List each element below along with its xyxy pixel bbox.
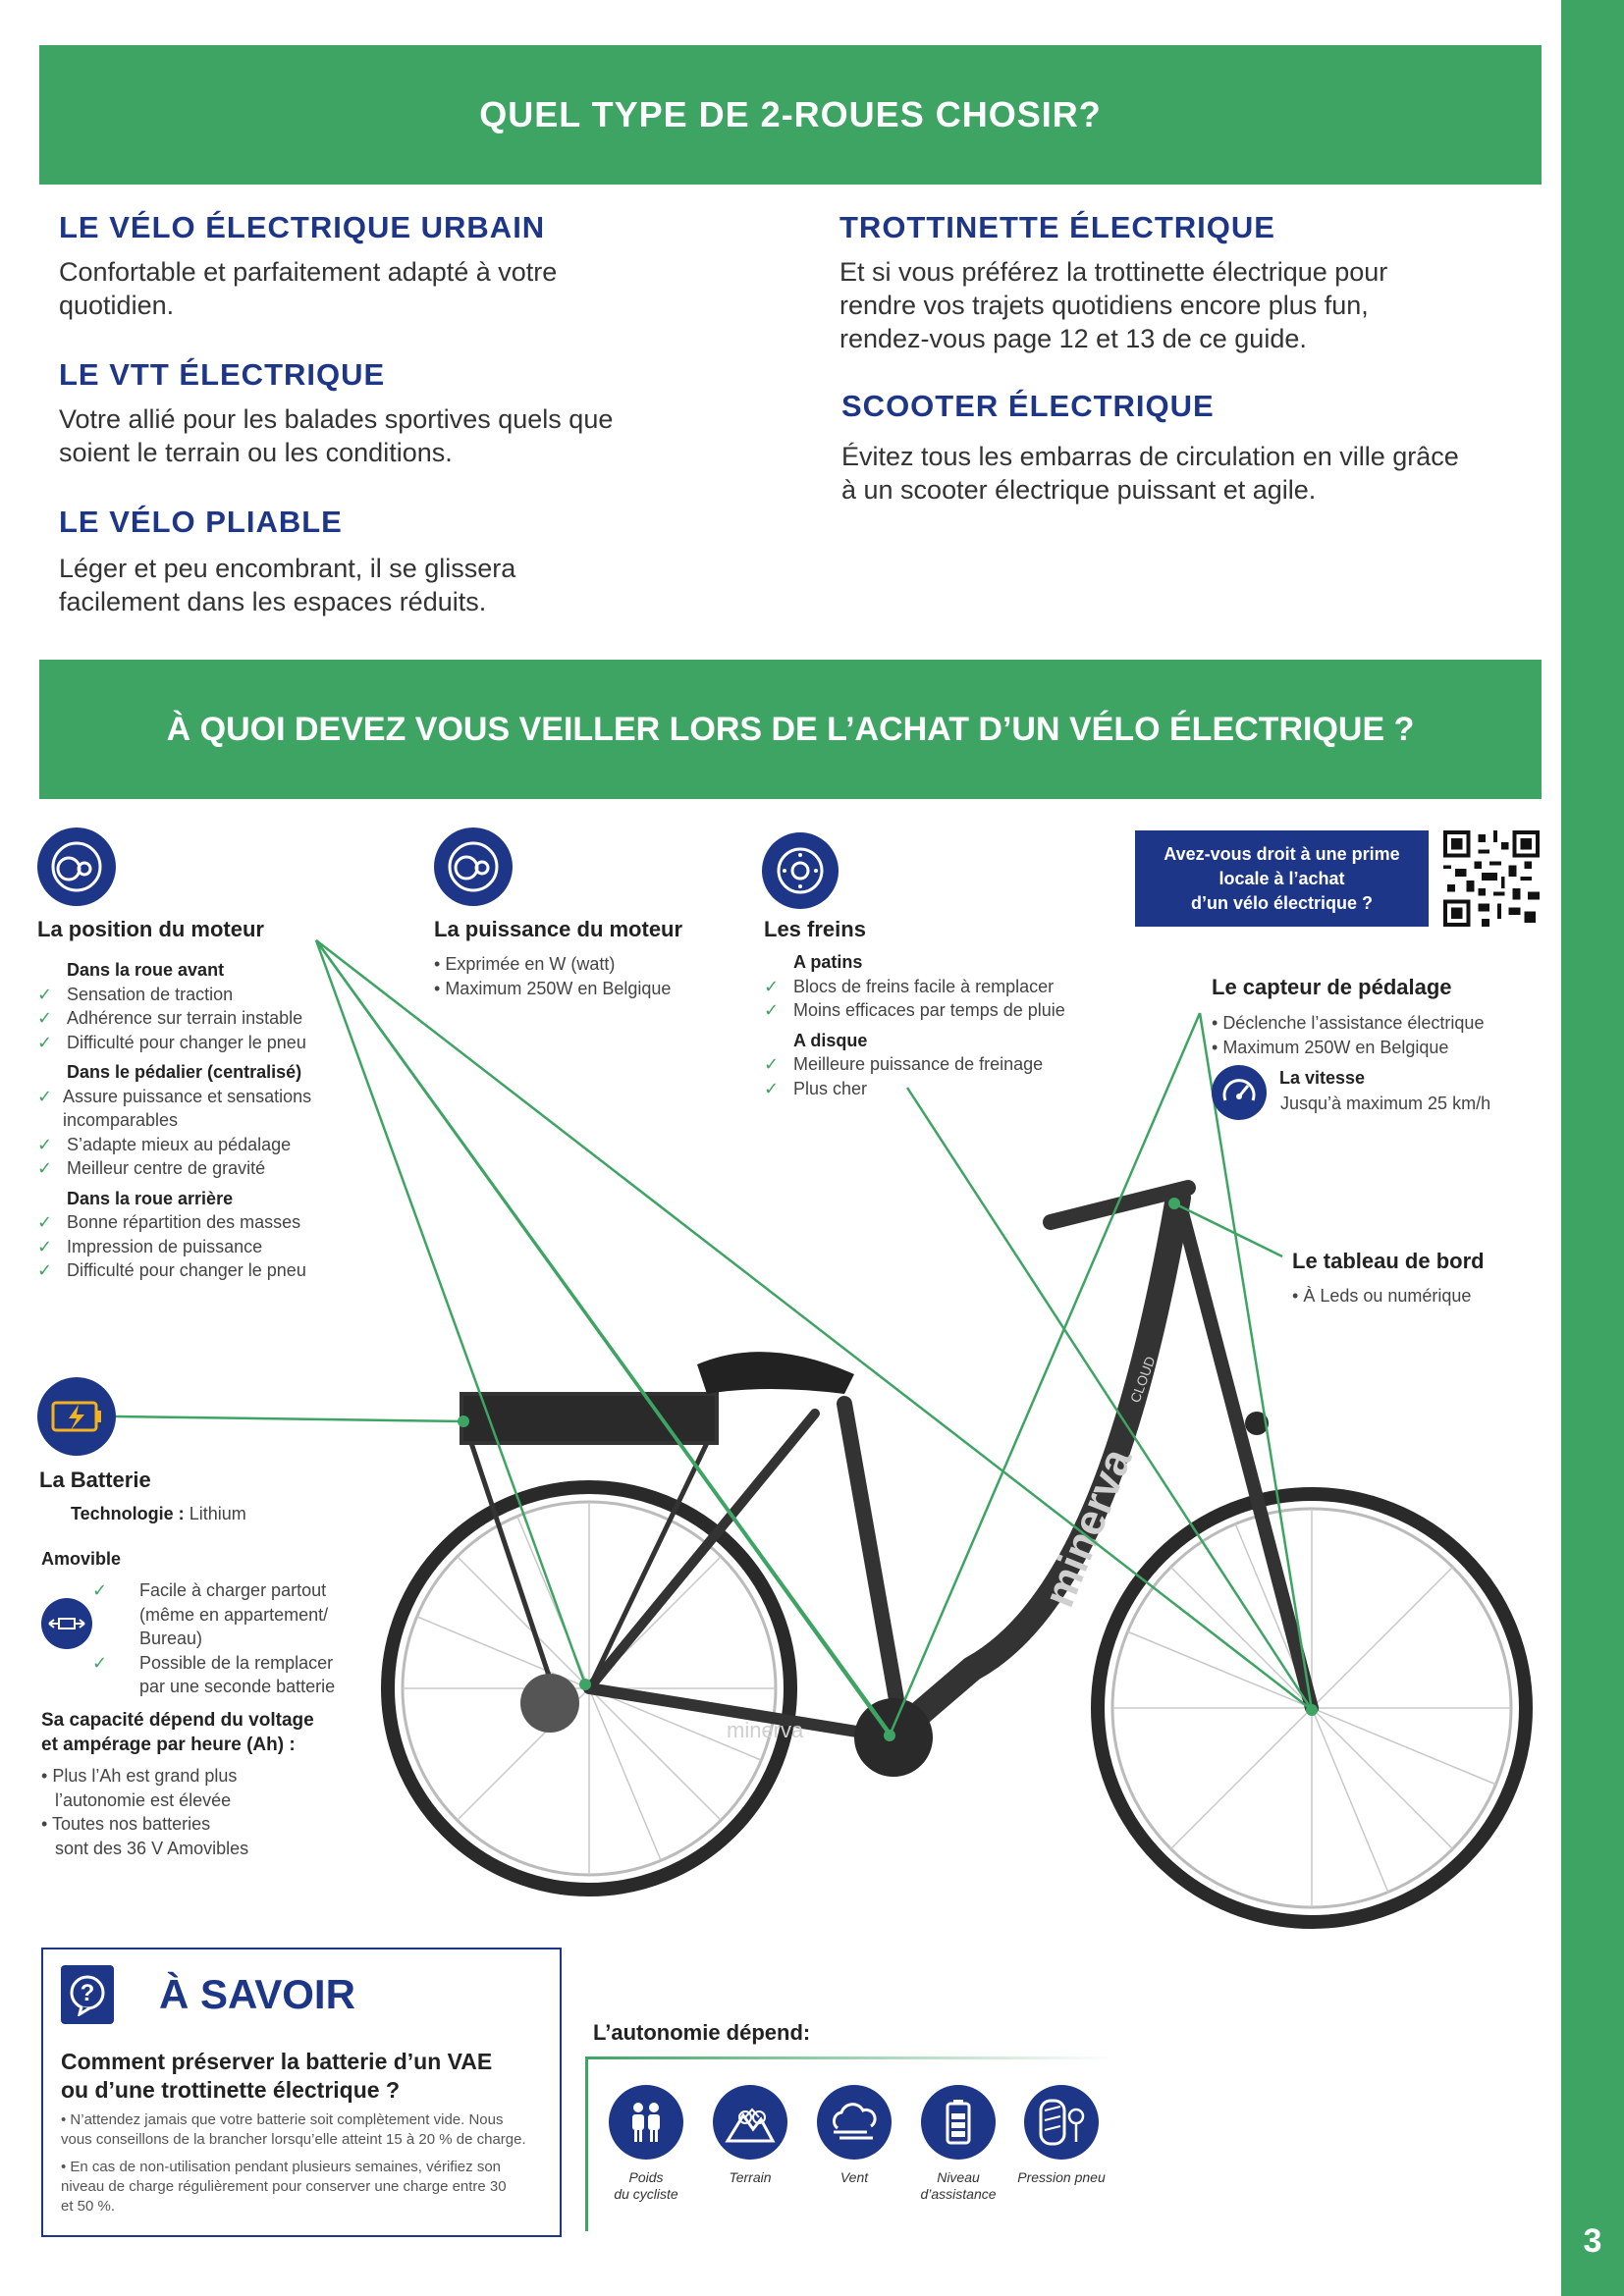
brakes-list (764, 950, 1117, 1100)
battery-icon (37, 1377, 116, 1456)
section-banner-types: QUEL TYPE DE 2-ROUES CHOSIR? (39, 45, 1542, 185)
bullet-item: • À Leds ou numérique (1292, 1286, 1472, 1306)
motor-power-list (434, 952, 671, 1000)
section-banner-achat: À QUOI DEVEZ VOUS VEILLER LORS DE L’ACHAT D’UN VÉLO ÉLECTRIQUE ? (39, 660, 1542, 799)
speedometer-icon (1212, 1065, 1267, 1120)
autonomy-label-terrain: Terrain (729, 2169, 772, 2185)
bike-brand-label: minerva (1034, 1441, 1142, 1614)
bike-brand-label-2: minerva (727, 1718, 804, 1742)
motor-position-title: La position du moteur (37, 917, 264, 941)
dashboard-title: Le tableau de bord (1292, 1249, 1485, 1273)
bike-cassette (520, 1674, 579, 1733)
text-line: Léger et peu encombrant, il se glissera (59, 554, 516, 583)
text-line: Sa capacité dépend du voltage (41, 1710, 314, 1731)
motor-power-icon (434, 828, 513, 906)
text-line: rendez-vous page 12 et 13 de ce guide. (839, 324, 1307, 353)
wind-icon (817, 2085, 892, 2160)
check-item: ✓ S’adapte mieux au pédalage (37, 1134, 292, 1154)
autonomy-label-pressure: Pression pneu (1017, 2169, 1106, 2185)
right-side-bar (1561, 0, 1624, 2296)
bullet-item: • Déclenche l’assistance électrique (1212, 1013, 1485, 1033)
removable-list (92, 1578, 387, 1699)
pedal-sensor-title: Le capteur de pédalage (1212, 975, 1452, 999)
capacity-heading (41, 1708, 314, 1757)
check-item: ✓ Adhérence sur terrain instable (37, 1008, 303, 1028)
brakes-title: Les freins (764, 917, 866, 941)
type-title-pliable: LE VÉLO PLIABLE (59, 505, 343, 539)
text-line: quotidien. (59, 291, 175, 320)
bullet-item: • Maximum 250W en Belgique (1212, 1037, 1449, 1057)
speed-title: La vitesse (1279, 1068, 1366, 1088)
tech-value: Lithium (189, 1504, 246, 1523)
terrain-icon (713, 2085, 787, 2160)
text-line: vous conseillons de la brancher lorsqu’elle atteint 15 à 20 % de charge. (61, 2131, 526, 2148)
autonomy-title: L’autonomie dépend: (593, 2020, 811, 2045)
group-head: Dans la roue avant (67, 960, 225, 980)
text-line: et 50 %. (61, 2198, 116, 2215)
dashboard-list (1292, 1284, 1471, 1308)
check-item: ✓ Possible de la remplacer (92, 1652, 334, 1673)
bullet-item: • Plus l’Ah est grand plus (41, 1766, 238, 1786)
type-title-urbain: LE VÉLO ÉLECTRIQUE URBAIN (59, 210, 546, 244)
text-line: Comment préserver la batterie d’un VAE (61, 2049, 493, 2074)
type-title-scooter: SCOOTER ÉLECTRIQUE (841, 389, 1215, 423)
check-item: ✓ Sensation de traction (37, 984, 234, 1004)
motor-position-icon (37, 828, 116, 906)
check-item: ✓ Bonne répartition des masses (37, 1212, 301, 1232)
motor-position-list (37, 958, 352, 1283)
check-item-cont: par une seconde batterie (139, 1677, 336, 1696)
check-item-cont: incomparables (63, 1110, 179, 1130)
savoir-title: À SAVOIR (159, 1971, 355, 2017)
capacity-list (41, 1764, 248, 1860)
check-item-cont: Bureau) (139, 1629, 203, 1648)
label-line: d’assistance (920, 2186, 997, 2202)
bullet-item: • N’attendez jamais que votre batterie soit complètement vide. Nous (61, 2111, 504, 2128)
svg-text:?: ? (80, 1980, 95, 2006)
prime-line: Avez-vous droit à une prime (1164, 843, 1400, 864)
check-item: ✓ Meilleur centre de gravité (37, 1158, 266, 1178)
bike-saddle (697, 1352, 854, 1394)
pedal-sensor-list (1212, 1011, 1484, 1059)
check-item: ✓ Impression de puissance (37, 1236, 263, 1256)
speed-text: Jusqu’à maximum 25 km/h (1280, 1094, 1491, 1113)
assistance-level-icon (921, 2085, 996, 2160)
prime-question-box[interactable] (1135, 830, 1429, 927)
text-line: Évitez tous les embarras de circulation en ville grâce (841, 442, 1459, 471)
type-title-vtt: LE VTT ÉLECTRIQUE (59, 357, 386, 392)
text-line: et ampérage par heure (Ah) : (41, 1735, 296, 1755)
bullet-item: • Toutes nos batteries (41, 1814, 211, 1834)
label-line: du cycliste (614, 2186, 678, 2202)
bullet-item: • Exprimée en W (watt) (434, 954, 616, 974)
text-line: à un scooter électrique puissant et agile. (841, 475, 1317, 505)
label-line: Niveau (937, 2169, 980, 2185)
check-item: ✓ Assure puissance et sensations (37, 1086, 312, 1106)
text-line: Confortable et parfaitement adapté à votre (59, 257, 558, 287)
cyclist-weight-icon (609, 2085, 683, 2160)
prime-line: locale à l’achat (1218, 868, 1345, 888)
text-line: Et si vous préférez la trottinette électrique pour (839, 257, 1388, 287)
check-item: ✓ Facile à charger partout (92, 1580, 327, 1600)
battery-technology (71, 1502, 246, 1526)
check-item: ✓ Moins efficaces par temps de pluie (764, 1000, 1065, 1020)
bullet-item: • En cas de non-utilisation pendant plusieurs semaines, vérifiez son (61, 2159, 502, 2175)
check-item: ✓ Meilleure puissance de freinage (764, 1054, 1044, 1074)
tire-pressure-icon (1024, 2085, 1099, 2160)
page-number: 3 (1583, 2222, 1602, 2260)
bullet-item-cont: l’autonomie est élevée (55, 1789, 232, 1810)
check-item: ✓ Blocs de freins facile à remplacer (764, 976, 1055, 996)
label-line: Poids (628, 2169, 664, 2185)
autonomy-label-wind: Vent (839, 2169, 869, 2185)
text-line: soient le terrain ou les conditions. (59, 438, 453, 467)
text-line: facilement dans les espaces réduits. (59, 587, 487, 616)
battery-title: La Batterie (39, 1468, 151, 1492)
bullet-item: • Maximum 250W en Belgique (434, 978, 672, 998)
savoir-text (61, 2110, 552, 2216)
removable-battery-icon (41, 1598, 92, 1649)
bike-model-label: CLOUD (1126, 1354, 1159, 1406)
removable-title: Amovible (41, 1549, 122, 1569)
autonomy-label-weight (597, 2169, 695, 2203)
group-head: A patins (793, 952, 863, 972)
autonomy-label-assistance (909, 2169, 1007, 2203)
check-item: ✓ Plus cher (764, 1078, 868, 1098)
question-bubble-icon (61, 1965, 114, 2024)
text-line: ou d’une trottinette électrique ? (61, 2077, 401, 2103)
savoir-box (41, 1948, 562, 2237)
check-item: ✓ Difficulté pour changer le pneu (37, 1032, 306, 1052)
check-item: ✓ Difficulté pour changer le pneu (37, 1260, 306, 1280)
check-item-cont: (même en appartement/ (139, 1604, 329, 1625)
tech-label: Technologie : (71, 1504, 185, 1523)
savoir-question (61, 2048, 492, 2105)
group-head: Dans la roue arrière (67, 1188, 234, 1208)
qr-code-icon[interactable] (1443, 830, 1540, 927)
text-line: niveau de charge régulièrement pour conserver une charge entre 30 (61, 2178, 507, 2195)
text-line: rendre vos trajets quotidiens encore plus fun, (839, 291, 1369, 320)
type-title-trottinette: TROTTINETTE ÉLECTRIQUE (839, 210, 1275, 244)
bullet-item-cont: sont des 36 V Amovibles (55, 1838, 249, 1858)
group-head: A disque (793, 1030, 868, 1050)
text-line: Votre allié pour les balades sportives quels que (59, 404, 614, 434)
group-head: Dans le pédalier (centralisé) (67, 1062, 302, 1082)
prime-line: d’un vélo électrique ? (1190, 892, 1374, 913)
motor-power-title: La puissance du moteur (434, 917, 683, 941)
brake-disc-icon (762, 832, 839, 909)
